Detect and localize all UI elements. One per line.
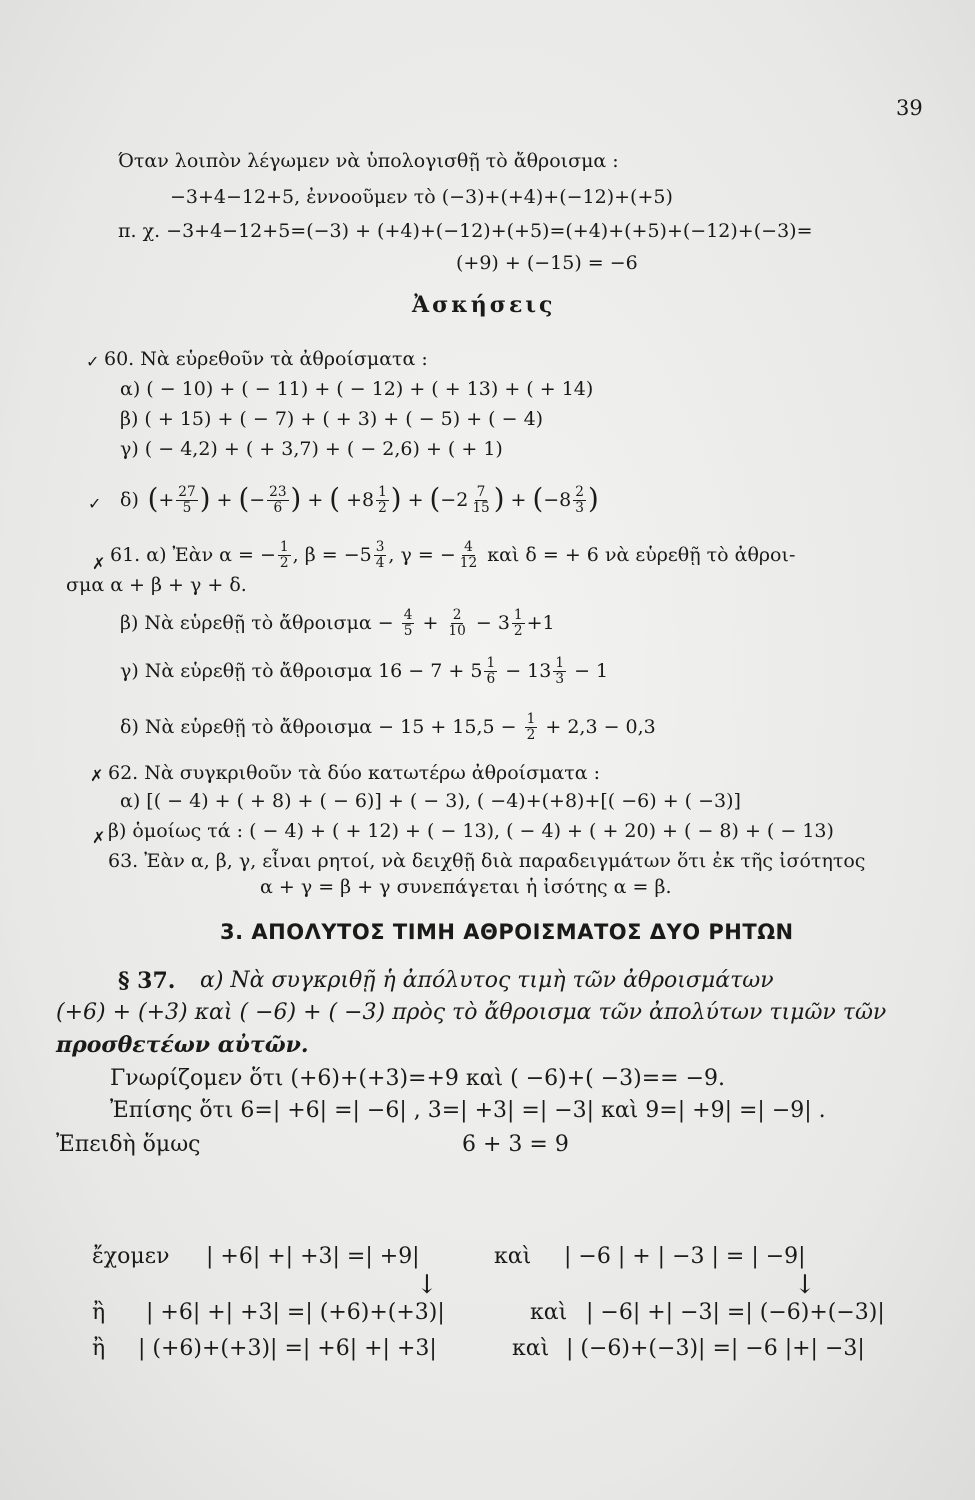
text: + — [422, 611, 439, 634]
text: καὶ δ = + 6 νὰ εὑρεθῇ τὸ ἀθροι- — [487, 543, 796, 566]
since-label: Ἐπειδὴ ὅμως — [56, 1132, 201, 1157]
paragraph-37-line-2: (+6) + (+3) καὶ ( −6) + ( −3) πρὸς τὸ ἄθροισμα τῶν ἀπολύτων τιμῶν τῶν — [56, 1000, 887, 1025]
exercise-60-c: γ) ( − 4,2) + ( + 3,7) + ( − 2,6) + ( + 1) — [120, 438, 503, 460]
term-sign: − — [249, 488, 266, 511]
exercise-60-d-label: δ) — [120, 488, 139, 511]
exercise-60-b: β) ( + 15) + ( − 7) + ( + 3) + ( − 5) + ( − 4) — [120, 408, 544, 430]
text: − 13 — [505, 659, 552, 682]
text: δ) Νὰ εὑρεθῇ τὸ ἄθροισμα − 15 + 15,5 − — [120, 715, 517, 738]
or2-left: | (+6)+(+3)| =| +6| +| +3| — [138, 1336, 437, 1361]
paragraph-number: § 37. — [118, 968, 176, 994]
fraction: $\frac{1}{2}$ — [378, 484, 387, 516]
exercise-60-a: α) ( − 10) + ( − 11) + ( − 12) + ( + 13) + ( + 14) — [120, 378, 594, 400]
exercise-62-title: 62. Νὰ συγκριθοῦν τὰ δύο κατωτέρω ἀθροίσματα : — [108, 762, 601, 784]
have-and: καὶ — [494, 1244, 532, 1269]
text: +1 — [526, 611, 555, 634]
down-arrow-icon: ↓ — [794, 1270, 816, 1300]
cross-mark-icon: ✗ — [92, 828, 106, 847]
intro-line-3: π. χ. −3+4−12+5=(−3) + (+4)+(−12)+(+5)=(+4)+(+5)+(−12)+(−3)= — [118, 220, 813, 242]
text: 61. α) Ἐὰν α = − — [110, 543, 276, 566]
exercise-60-d: δ) ( + $\frac{27}{5}$ ) + ( − $\frac{23}{6}$ ) + ( +8 $\frac{1}{2}$ ) + ( −2 $\frac{7}{15}$ ) + ( −8 $\frac{2}{3}$ ) — [120, 483, 599, 516]
also-line: Ἐπίσης ὅτι 6=| +6| =| −6| , 3=| +3| =| −3| καὶ 9=| +9| =| −9| . — [110, 1098, 826, 1123]
or1-and: καὶ — [530, 1300, 568, 1325]
exercise-61-a-line-2: σμα α + β + γ + δ. — [66, 574, 247, 596]
exercise-61-g — [120, 648, 608, 694]
or2-right: | (−6)+(−3)| =| −6 |+| −3| — [566, 1336, 865, 1361]
intro-line-4: (+9) + (−15) = −6 — [456, 252, 638, 274]
exercise-61-a — [110, 532, 795, 578]
or1-left: | +6| +| +3| =| (+6)+(+3)| — [146, 1300, 445, 1325]
know-line: Γνωρίζομεν ὅτι (+6)+(+3)=+9 καὶ ( −6)+( −3)== −9. — [110, 1066, 726, 1091]
since-equation: 6 + 3 = 9 — [462, 1132, 569, 1157]
fraction: $\frac{1}{2}$ — [526, 711, 536, 743]
mixed-whole: +8 — [346, 488, 375, 511]
text: β) Νὰ εὑρεθῇ τὸ ἄθροισμα − — [120, 611, 394, 634]
text: − 1 — [574, 659, 609, 682]
text: γ) Νὰ εὑρεθῇ τὸ ἄθροισμα 16 − 7 + 5 — [120, 659, 483, 682]
exercise-62-b: β) ὁμοίως τά : ( − 4) + ( + 12) + ( − 13), ( − 4) + ( + 20) + ( − 8) + ( − 13) — [108, 820, 834, 842]
mixed-whole: −2 — [440, 488, 469, 511]
down-arrow-icon: ↓ — [416, 1270, 438, 1300]
paragraph-37-line-3: προσθετέων αὐτῶν. — [56, 1032, 309, 1058]
exercises-heading: Ἀσκήσεις — [412, 292, 556, 318]
exercise-63-line-2: α + γ = β + γ συνεπάγεται ἡ ἰσότης α = β. — [260, 876, 672, 898]
exercise-63-line-1: 63. Ἐὰν α, β, γ, εἶναι ρητοί, νὰ δειχθῇ διὰ παραδειγμάτων ὅτι ἐκ τῆς ἰσότητος — [108, 850, 866, 872]
cross-mark-icon: ✗ — [90, 766, 104, 785]
exercise-62-a: α) [( − 4) + ( + 8) + ( − 6)] + ( − 3), ( −4)+(+8)+[( −6) + ( −3)] — [120, 790, 741, 812]
checkmark-icon: ✓ — [88, 494, 102, 513]
exercise-61-d — [120, 704, 656, 750]
cross-mark-icon: ✗ — [92, 554, 106, 573]
exercise-61-b — [120, 600, 555, 646]
fraction: $\frac{27}{5}$ — [178, 484, 196, 516]
have-right: | −6 | + | −3 | = | −9| — [564, 1244, 806, 1269]
text: , γ = − — [388, 543, 456, 566]
fraction: $\frac{7}{15}$ — [472, 484, 490, 516]
fraction: $\frac{2}{10}$ — [448, 607, 466, 639]
intro-line-2: −3+4−12+5, ἐννοοῦμεν τὸ (−3)+(+4)+(−12)+(+5) — [170, 186, 673, 208]
or2-and: καὶ — [512, 1336, 550, 1361]
page-number: 39 — [896, 96, 923, 120]
section-title: 3. ΑΠΟΛΥΤΟΣ ΤΙΜΗ ΑΘΡΟΙΣΜΑΤΟΣ ΔΥΟ ΡΗΤΩΝ — [220, 920, 794, 944]
text: + 2,3 − 0,3 — [545, 715, 656, 738]
text: , β = −5 — [292, 543, 372, 566]
fraction: $\frac{4}{5}$ — [403, 607, 413, 639]
fraction: $\frac{1}{2}$ — [279, 539, 289, 571]
text: − 3 — [475, 611, 510, 634]
fraction: $\frac{1}{6}$ — [486, 655, 496, 687]
fraction: $\frac{23}{6}$ — [269, 484, 287, 516]
intro-line-1: Όταν λοιπὸν λέγωμεν νὰ ὑπολογισθῇ τὸ ἄθροισμα : — [118, 150, 619, 172]
term-sign: + — [158, 488, 175, 511]
fraction: $\frac{3}{4}$ — [375, 539, 385, 571]
have-left: | +6| +| +3| =| +9| — [206, 1244, 420, 1269]
fraction: $\frac{1}{3}$ — [555, 655, 565, 687]
or-label: ἢ — [92, 1336, 106, 1361]
mixed-whole: −8 — [543, 488, 572, 511]
fraction: $\frac{2}{3}$ — [575, 484, 584, 516]
checkmark-icon: ✓ — [86, 352, 100, 371]
or-label: ἢ — [92, 1300, 106, 1325]
or1-right: | −6| +| −3| =| (−6)+(−3)| — [586, 1300, 885, 1325]
have-label: ἔχομεν — [92, 1244, 170, 1269]
exercise-60-title: 60. Νὰ εὑρεθοῦν τὰ ἀθροίσματα : — [104, 348, 428, 370]
fraction: $\frac{1}{2}$ — [513, 607, 523, 639]
paragraph-37-line-1: α) Νὰ συγκριθῇ ἡ ἀπόλυτος τιμὴ τῶν ἀθροισμάτων — [200, 968, 774, 993]
fraction: $\frac{4}{12}$ — [459, 539, 478, 571]
